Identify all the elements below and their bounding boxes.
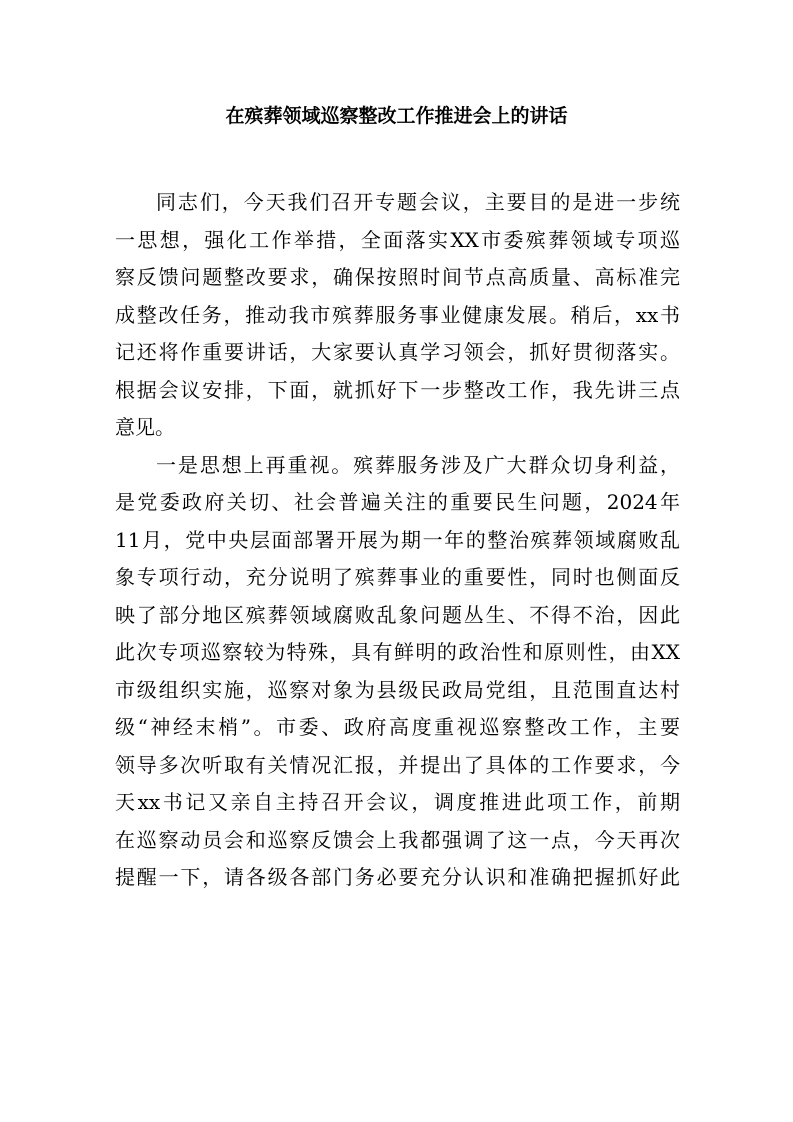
document-body <box>115 184 680 897</box>
paragraph-2-line-1: 一是思想上再重视。殡葬服务涉及广大群众切身利益， <box>156 452 680 477</box>
paragraph-2-line-12: 提醒一下，请各级各部门务必要充分认识和准确把握抓好此 <box>115 865 680 889</box>
paragraph-2-line-4: 象专项行动，充分说明了殡葬事业的重要性，同时也侧面反 <box>115 565 680 589</box>
paragraph-2-line-9: 领导多次听取有关情况汇报，并提出了具体的工作要求，今 <box>115 752 680 777</box>
paragraph-2-line-6: 此次专项巡察较为特殊，具有鲜明的政治性和原则性，由XX <box>115 640 680 664</box>
paragraph-1-line-4: 成整改任务，推动我市殡葬服务事业健康发展。稍后，xx书 <box>115 302 680 327</box>
paragraph-2-line-2: 是党委政府关切、社会普遍关注的重要民生问题，2024年 <box>115 490 680 514</box>
paragraph-1-line-5: 记还将作重要讲话，大家要认真学习领会，抓好贯彻落实。 <box>115 340 680 364</box>
paragraph-1-line-2: 一思想，强化工作举措，全面落实XX市委殡葬领域专项巡 <box>115 227 680 252</box>
paragraph-2-line-11: 在巡察动员会和巡察反馈会上我都强调了这一点，今天再次 <box>115 827 680 852</box>
document-title: 在殡葬领域巡察整改工作推进会上的讲话 <box>225 105 568 127</box>
paragraph-2-line-5: 映了部分地区殡葬领域腐败乱象问题丛生、不得不治，因此 <box>115 602 680 627</box>
paragraph-2-line-3: 11月，党中央层面部署开展为期一年的整治殡葬领域腐败乱 <box>115 527 680 552</box>
paragraph-2-line-7: 市级组织实施，巡察对象为县级民政局党组，且范围直达村 <box>115 677 680 702</box>
paragraph-2-line-10: 天xx书记又亲自主持召开会议，调度推进此项工作，前期 <box>115 790 680 814</box>
paragraph-1-line-6: 根据会议安排，下面，就抓好下一步整改工作，我先讲三点 <box>115 377 680 402</box>
paragraph-1-line-3: 察反馈问题整改要求，确保按照时间节点高质量、高标准完 <box>115 265 680 289</box>
paragraph-1-line-1: 同志们，今天我们召开专题会议，主要目的是进一步统 <box>156 190 680 214</box>
paragraph-2-line-8: 级“神经末梢”。市委、政府高度重视巡察整改工作，主要 <box>115 715 680 739</box>
paragraph-1-line-7: 意见。 <box>115 415 175 439</box>
